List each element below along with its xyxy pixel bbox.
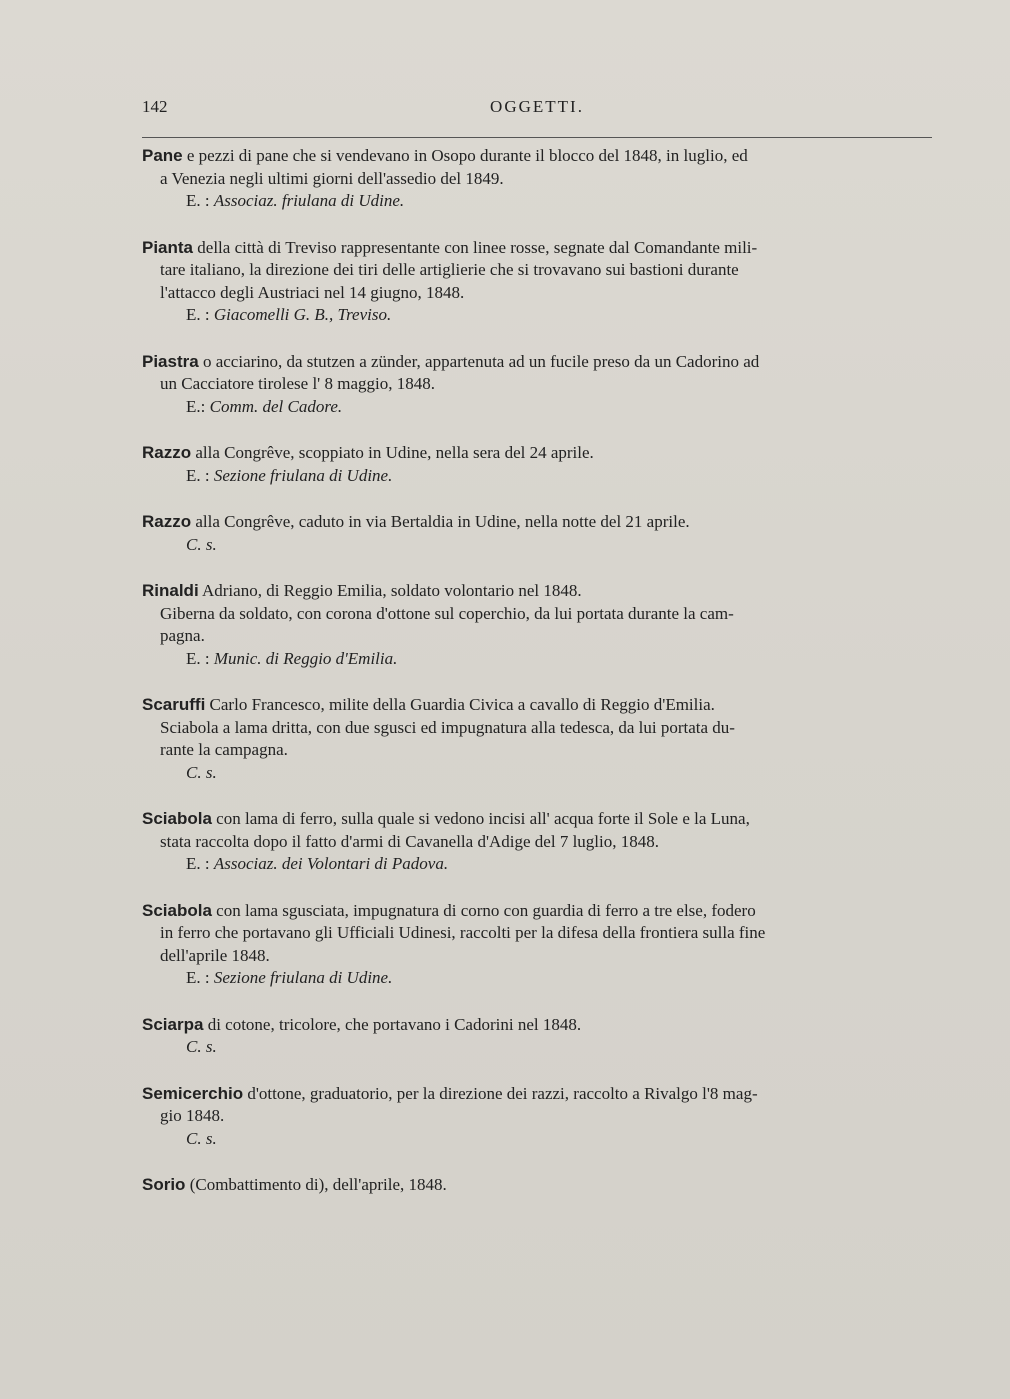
entry-first-line (142, 1014, 932, 1037)
entry-headword: Sciabola (142, 900, 212, 920)
source-name: C. s. (186, 1128, 217, 1148)
entry-first-line (142, 900, 932, 923)
source-name: Associaz. dei Volontari di Padova. (213, 854, 449, 873)
entry-text: della città di Treviso rappresentante con linee rosse, segnate dal Comandante mili- (193, 237, 758, 257)
entry-headword: Rinaldi (142, 581, 199, 600)
catalog-entry (142, 145, 932, 213)
catalog-entry (142, 694, 932, 784)
entry-first-line (142, 442, 932, 465)
catalog-entry (142, 442, 932, 487)
entry-source (142, 304, 932, 327)
entry-continuation: in ferro che portavano gli Ufficiali Udinesi, raccolti per la difesa della frontiera sulla fine (160, 923, 766, 942)
entry-first-line (142, 145, 932, 168)
source-name: Comm. del Cadore. (209, 396, 343, 416)
entry-text: Adriano, di Reggio Emilia, soldato volontario nel 1848. (198, 581, 582, 600)
entry-first-line (142, 511, 932, 534)
entry-source (142, 1036, 932, 1059)
entry-headword: Piastra (142, 351, 199, 371)
entry-headword: Pane (142, 146, 183, 165)
entry-text: o acciarino, da stutzen a zünder, appartenuta ad un fucile preso da un Cadorino ad (198, 351, 760, 371)
entry-text: con lama sgusciata, impugnatura di corno con guardia di ferro a tre else, fodero (211, 900, 756, 920)
entry-headword: Sorio (142, 1175, 186, 1194)
entry-text: d'ottone, graduatorio, per la direzione dei razzi, raccolto a Rivalgo l'8 mag- (243, 1083, 758, 1103)
entry-list (142, 145, 932, 1221)
source-label: E. : (186, 465, 214, 485)
page-header (142, 97, 932, 138)
source-name: C. s. (186, 1037, 217, 1056)
entry-source (142, 190, 932, 213)
entry-text: alla Congrêve, scoppiato in Udine, nella sera del 24 aprile. (191, 443, 594, 462)
catalog-entry (142, 351, 932, 419)
running-title: OGGETTI. (490, 97, 584, 116)
entry-continuation: Sciabola a lama dritta, con due sgusci ed impugnatura alla tedesca, da lui portata du- (160, 717, 735, 737)
entry-source (142, 648, 932, 671)
catalog-entry (142, 1174, 932, 1197)
source-label: E. : (186, 968, 214, 987)
catalog-entry (142, 900, 932, 990)
entry-continuation: l'attacco degli Austriaci nel 14 giugno, 1848. (160, 282, 465, 302)
source-label: E. : (186, 854, 214, 873)
entry-source (142, 853, 932, 876)
entry-continuation: a Venezia negli ultimi giorni dell'assedio del 1849. (160, 168, 504, 188)
entry-continuation: gio 1848. (160, 1106, 225, 1125)
source-label: E. : (186, 648, 214, 668)
catalog-entry (142, 237, 932, 327)
catalog-entry (142, 808, 932, 876)
entry-headword: Sciarpa (142, 1014, 204, 1034)
entry-continuation: pagna. (160, 626, 205, 645)
entry-continuation: rante la campagna. (160, 740, 288, 759)
source-name: Munic. di Reggio d'Emilia. (213, 648, 398, 668)
entry-headword: Pianta (142, 237, 194, 257)
source-name: C. s. (186, 762, 217, 782)
entry-text: alla Congrêve, caduto in via Bertaldia in Udine, nella notte del 21 aprile. (191, 512, 690, 531)
entry-continuation: Giberna da soldato, con corona d'ottone sul coperchio, da lui portata durante la cam- (160, 603, 734, 623)
entry-first-line (142, 351, 932, 374)
entry-source (142, 534, 932, 557)
catalog-entry (142, 511, 932, 556)
entry-continuation: un Cacciatore tirolese l' 8 maggio, 1848. (160, 374, 435, 393)
entry-continuation: tare italiano, la direzione dei tiri delle artiglierie che si trovavano sui bastioni durante (160, 260, 739, 279)
source-name: Sezione friulana di Udine. (213, 465, 393, 485)
entry-headword: Sciabola (142, 809, 212, 828)
catalog-entry (142, 580, 932, 670)
entry-text: di cotone, tricolore, che portavano i Cadorini nel 1848. (203, 1014, 582, 1034)
entry-continuation: stata raccolta dopo il fatto d'armi di Cavanella d'Adige del 7 luglio, 1848. (160, 831, 659, 851)
entry-source (142, 762, 932, 785)
entry-headword: Razzo (142, 443, 192, 462)
entry-first-line (142, 1083, 932, 1106)
entry-text: e pezzi di pane che si vendevano in Osopo durante il blocco del 1848, in luglio, ed (182, 146, 748, 165)
entry-source (142, 465, 932, 488)
source-label: E. : (186, 305, 214, 324)
source-name: Giacomelli G. B., Treviso. (213, 305, 392, 324)
entry-text: con lama di ferro, sulla quale si vedono incisi all' acqua forte il Sole e la Luna, (211, 809, 750, 828)
source-label: E. : (186, 191, 214, 210)
catalog-entry (142, 1014, 932, 1059)
entry-headword: Scaruffi (142, 695, 206, 714)
entry-continuation: dell'aprile 1848. (160, 945, 270, 965)
entry-text: Carlo Francesco, milite della Guardia Civica a cavallo di Reggio d'Emilia. (205, 695, 715, 714)
source-label: E.: (186, 396, 210, 416)
entry-first-line (142, 1174, 932, 1197)
entry-source (142, 967, 932, 990)
entry-first-line (142, 808, 932, 831)
entry-first-line (142, 694, 932, 717)
catalog-entry (142, 1083, 932, 1151)
entry-headword: Razzo (142, 512, 192, 531)
source-name: Associaz. friulana di Udine. (213, 191, 405, 210)
entry-source (142, 396, 932, 419)
source-name: C. s. (186, 534, 217, 554)
entry-headword: Semicerchio (142, 1083, 244, 1103)
entry-first-line (142, 580, 932, 603)
entry-source (142, 1128, 932, 1151)
source-name: Sezione friulana di Udine. (213, 968, 393, 987)
page-number: 142 (142, 97, 168, 116)
entry-text: (Combattimento di), dell'aprile, 1848. (185, 1175, 447, 1194)
entry-first-line (142, 237, 932, 260)
